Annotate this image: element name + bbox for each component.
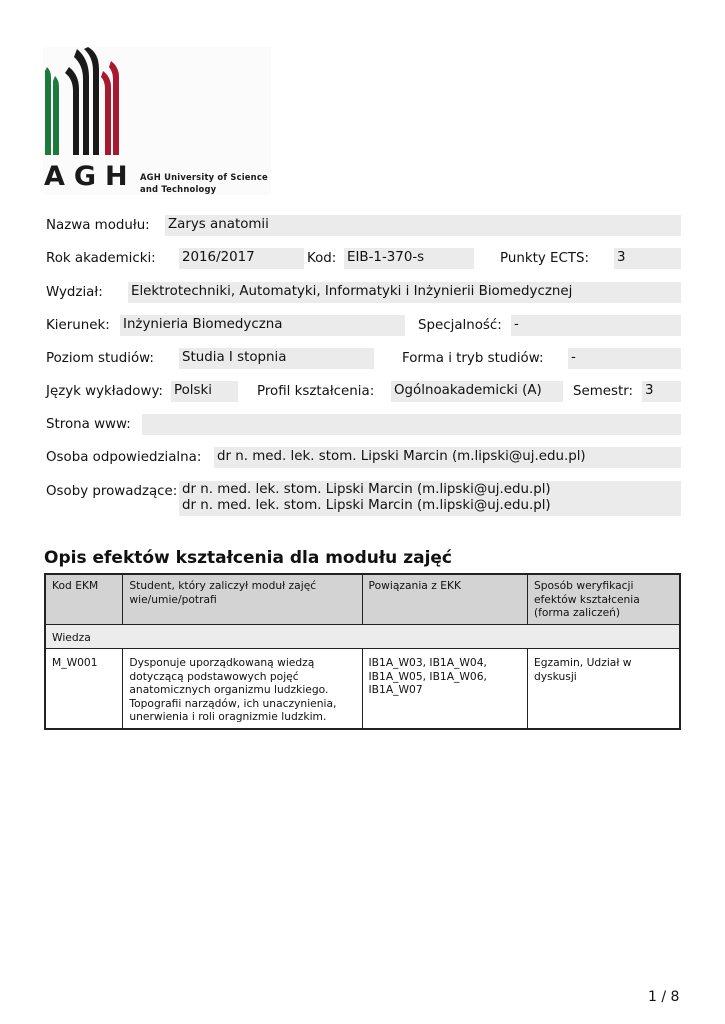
semestr-label: Semestr:: [573, 384, 634, 399]
ects-value: 3: [614, 248, 681, 269]
wydzial-label: Wydział:: [46, 285, 103, 300]
ects-label: Punkty ECTS:: [500, 251, 590, 266]
header-sposob: Sposób weryfikacji efektów kształcenia (forma zaliczeń): [527, 574, 680, 624]
header-powiazania: Powiązania z EKK: [362, 574, 527, 624]
kierunek-label: Kierunek:: [46, 318, 110, 333]
table-row: [45, 649, 680, 729]
logo-university-line2: and Technology: [140, 184, 217, 194]
cell-kod: M_W001: [45, 649, 123, 729]
table-group-row: [45, 624, 680, 649]
forma-label: Forma i tryb studiów:: [402, 351, 544, 366]
nazwa-label: Nazwa modułu:: [46, 218, 150, 233]
logo-university-name: [140, 171, 268, 195]
rok-value: 2016/2017: [179, 248, 304, 269]
kod-label: Kod:: [307, 251, 337, 266]
forma-value: -: [568, 348, 681, 369]
profil-value: Ogólnoakademicki (A): [391, 381, 563, 402]
header-kod-ekm: Kod EKM: [45, 574, 123, 624]
specjalnosc-value: -: [511, 315, 681, 336]
semestr-value: 3: [642, 381, 681, 402]
odpowiedzialna-value: dr n. med. lek. stom. Lipski Marcin (m.lipski@uj.edu.pl): [214, 447, 681, 468]
www-label: Strona www:: [46, 417, 131, 432]
section-title: Opis efektów kształcenia dla modułu zajęć: [44, 548, 453, 568]
specjalnosc-label: Specjalność:: [418, 318, 502, 333]
prowadzacy-1: dr n. med. lek. stom. Lipski Marcin (m.lipski@uj.edu.pl): [182, 482, 551, 497]
nazwa-value: Zarys anatomii: [165, 215, 681, 236]
cell-weryfikacja: Egzamin, Udział w dyskusji: [527, 649, 680, 729]
rok-label: Rok akademicki:: [46, 251, 156, 266]
poziom-label: Poziom studiów:: [46, 351, 154, 366]
prowadzace-label: Osoby prowadzące:: [46, 484, 178, 499]
header-student: Student, który zaliczył moduł zajęć wie/umie/potrafi: [123, 574, 362, 624]
jezyk-value: Polski: [171, 381, 238, 402]
ekm-table: [44, 573, 681, 730]
jezyk-label: Język wykładowy:: [46, 384, 163, 399]
prowadzace-value: [179, 481, 681, 516]
agh-logo-icon: [43, 47, 271, 163]
group-wiedza: Wiedza: [45, 624, 680, 649]
poziom-value: Studia I stopnia: [179, 348, 374, 369]
prowadzacy-2: dr n. med. lek. stom. Lipski Marcin (m.lipski@uj.edu.pl): [182, 498, 551, 513]
wydzial-value: Elektrotechniki, Automatyki, Informatyki i Inżynierii Biomedycznej: [128, 282, 681, 303]
odpowiedzialna-label: Osoba odpowiedzialna:: [46, 450, 202, 465]
page-number: 1 / 8: [648, 989, 680, 1005]
kod-value: EIB-1-370-s: [344, 248, 474, 269]
www-value[interactable]: [142, 414, 681, 435]
kierunek-value: Inżynieria Biomedyczna: [120, 315, 405, 336]
profil-label: Profil kształcenia:: [257, 384, 375, 399]
logo-agh-text: AGH: [44, 161, 137, 192]
logo-university-line1: AGH University of Science: [140, 172, 268, 182]
table-header-row: [45, 574, 680, 624]
cell-opis: Dysponuje uporządkowaną wiedzą dotyczącą podstawowych pojęć anatomicznych organizmu ludzkiego. Topografii narządów, ich unaczynienia, unerwienia i roli oragnizmie ludzkim.: [123, 649, 362, 729]
cell-ekk: IB1A_W03, IB1A_W04, IB1A_W05, IB1A_W06, IB1A_W07: [362, 649, 527, 729]
